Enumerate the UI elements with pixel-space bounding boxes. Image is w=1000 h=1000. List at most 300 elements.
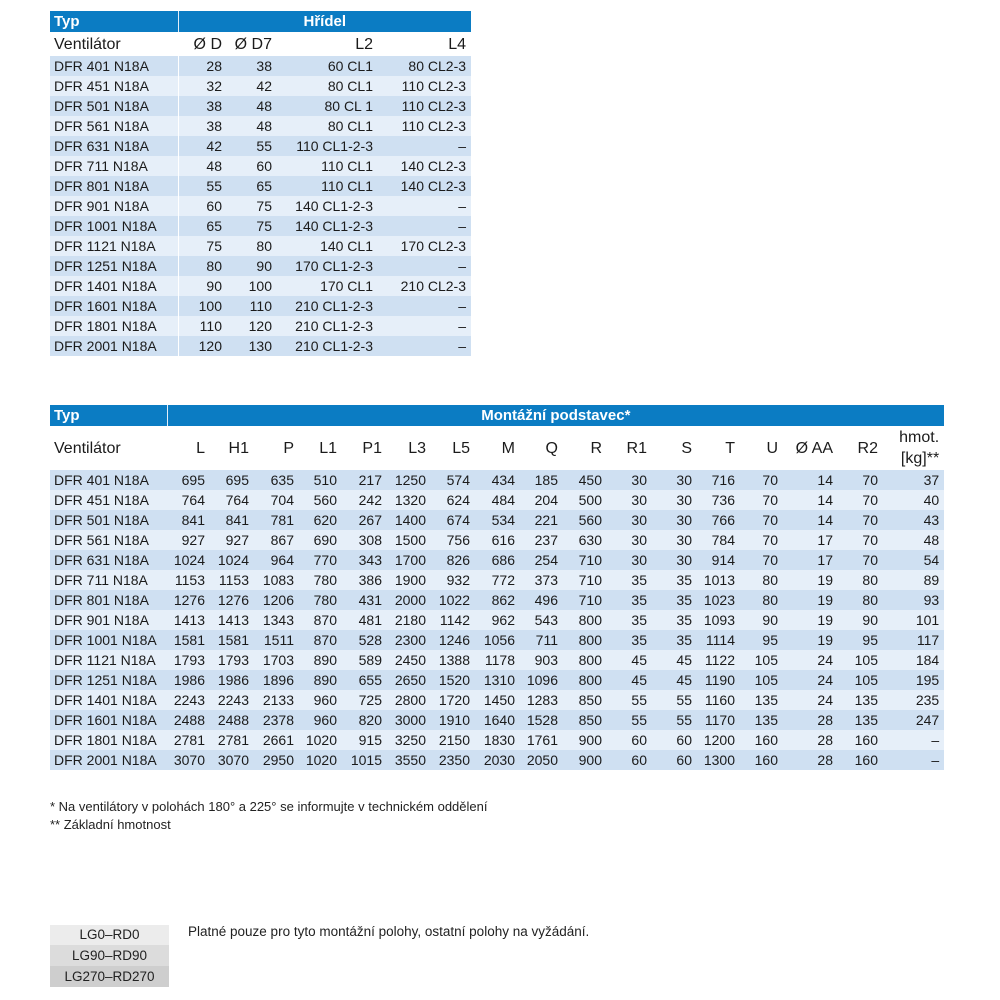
value-cell-l1: 1020: [297, 750, 340, 770]
value-cell-d7: 38: [225, 56, 275, 76]
value-cell-s: 30: [650, 510, 695, 530]
value-cell-s: 55: [650, 690, 695, 710]
column-header-l5: L5: [429, 426, 473, 470]
value-cell-l5: 1910: [429, 710, 473, 730]
value-cell-r: 560: [561, 510, 605, 530]
value-cell-l: 2243: [167, 690, 208, 710]
value-cell-weight: 247: [881, 710, 944, 730]
value-cell-t: 766: [695, 510, 738, 530]
value-cell-aa: 19: [781, 590, 836, 610]
value-cell-l5: 1246: [429, 630, 473, 650]
fan-type-cell: DFR 1001 N18A: [50, 630, 167, 650]
mounting-positions-note: Platné pouze pro tyto montážní polohy, ostatní polohy na vyžádání.: [188, 924, 590, 939]
value-cell-l5: 2150: [429, 730, 473, 750]
value-cell-d7: 100: [225, 276, 275, 296]
fan-type-cell: DFR 901 N18A: [50, 610, 167, 630]
value-cell-p: 964: [252, 550, 297, 570]
value-cell-l1: 960: [297, 690, 340, 710]
fan-type-cell: DFR 401 N18A: [50, 470, 167, 490]
column-header-r1: R1: [605, 426, 650, 470]
value-cell-weight: 89: [881, 570, 944, 590]
column-header-weight: [881, 426, 944, 470]
value-cell-d: 60: [178, 196, 225, 216]
value-cell-p: 2378: [252, 710, 297, 730]
value-cell-r: 500: [561, 490, 605, 510]
value-cell-u: 95: [738, 630, 781, 650]
value-cell-d7: 110: [225, 296, 275, 316]
table-row: [50, 590, 944, 610]
value-cell-u: 135: [738, 710, 781, 730]
value-cell-l4: 210 CL2-3: [376, 276, 471, 296]
value-cell-t: 1122: [695, 650, 738, 670]
table-row: [50, 570, 944, 590]
value-cell-h1: 3070: [208, 750, 252, 770]
value-cell-l: 841: [167, 510, 208, 530]
value-cell-u: 80: [738, 570, 781, 590]
table-row: [50, 610, 944, 630]
value-cell-l2: 140 CL1-2-3: [275, 216, 376, 236]
value-cell-l3: 1250: [385, 470, 429, 490]
value-cell-l4: 110 CL2-3: [376, 96, 471, 116]
value-cell-t: 914: [695, 550, 738, 570]
value-cell-s: 30: [650, 490, 695, 510]
value-cell-weight: –: [881, 750, 944, 770]
value-cell-d: 32: [178, 76, 225, 96]
value-cell-p: 1896: [252, 670, 297, 690]
value-cell-weight: 40: [881, 490, 944, 510]
value-cell-t: 716: [695, 470, 738, 490]
value-cell-d7: 48: [225, 96, 275, 116]
value-cell-h1: 1793: [208, 650, 252, 670]
fan-type-cell: DFR 1001 N18A: [50, 216, 178, 236]
value-cell-l: 1793: [167, 650, 208, 670]
fan-type-cell: DFR 2001 N18A: [50, 336, 178, 356]
value-cell-p1: 481: [340, 610, 385, 630]
value-cell-l2: 80 CL 1: [275, 96, 376, 116]
fan-type-cell: DFR 451 N18A: [50, 490, 167, 510]
value-cell-h1: 1413: [208, 610, 252, 630]
value-cell-r1: 30: [605, 530, 650, 550]
column-header-p1: P1: [340, 426, 385, 470]
value-cell-h1: 764: [208, 490, 252, 510]
value-cell-l4: –: [376, 336, 471, 356]
value-cell-l3: 2450: [385, 650, 429, 670]
value-cell-weight: –: [881, 730, 944, 750]
value-cell-m: 434: [473, 470, 518, 490]
value-cell-p1: 528: [340, 630, 385, 650]
mounting-base-group-header: Montážní podstavec*: [167, 405, 944, 426]
value-cell-p1: 267: [340, 510, 385, 530]
value-cell-d7: 75: [225, 196, 275, 216]
value-cell-d: 120: [178, 336, 225, 356]
value-cell-m: 1056: [473, 630, 518, 650]
value-cell-d: 100: [178, 296, 225, 316]
value-cell-q: 1283: [518, 690, 561, 710]
value-cell-l3: 2000: [385, 590, 429, 610]
value-cell-l4: –: [376, 256, 471, 276]
value-cell-l: 3070: [167, 750, 208, 770]
value-cell-r1: 30: [605, 510, 650, 530]
value-cell-p1: 820: [340, 710, 385, 730]
value-cell-q: 1761: [518, 730, 561, 750]
value-cell-p: 1206: [252, 590, 297, 610]
value-cell-r1: 35: [605, 630, 650, 650]
value-cell-l3: 1320: [385, 490, 429, 510]
value-cell-l: 1413: [167, 610, 208, 630]
fan-type-cell: DFR 1121 N18A: [50, 650, 167, 670]
value-cell-l: 927: [167, 530, 208, 550]
value-cell-h1: 841: [208, 510, 252, 530]
table-row: [50, 550, 944, 570]
value-cell-r: 710: [561, 550, 605, 570]
value-cell-u: 160: [738, 750, 781, 770]
value-cell-r1: 45: [605, 670, 650, 690]
value-cell-d: 38: [178, 116, 225, 136]
value-cell-l4: –: [376, 216, 471, 236]
fan-type-cell: DFR 561 N18A: [50, 116, 178, 136]
table-body: [50, 470, 944, 770]
value-cell-m: 772: [473, 570, 518, 590]
value-cell-q: 221: [518, 510, 561, 530]
value-cell-m: 1830: [473, 730, 518, 750]
value-cell-weight: 54: [881, 550, 944, 570]
value-cell-p1: 589: [340, 650, 385, 670]
value-cell-weight: 48: [881, 530, 944, 550]
value-cell-l1: 890: [297, 670, 340, 690]
table-row: [50, 470, 944, 490]
value-cell-q: 496: [518, 590, 561, 610]
shaft-group-header: Hřídel: [178, 11, 471, 32]
value-cell-s: 30: [650, 550, 695, 570]
value-cell-m: 2030: [473, 750, 518, 770]
value-cell-aa: 19: [781, 570, 836, 590]
value-cell-p: 2950: [252, 750, 297, 770]
value-cell-l4: 140 CL2-3: [376, 176, 471, 196]
weight-header-line: [kg]**: [900, 450, 940, 467]
table-row: [50, 750, 944, 770]
value-cell-u: 105: [738, 650, 781, 670]
value-cell-r: 800: [561, 610, 605, 630]
value-cell-p: 781: [252, 510, 297, 530]
value-cell-t: 1170: [695, 710, 738, 730]
value-cell-q: 1096: [518, 670, 561, 690]
value-cell-d: 42: [178, 136, 225, 156]
value-cell-d: 48: [178, 156, 225, 176]
value-cell-l1: 870: [297, 610, 340, 630]
value-cell-l2: 80 CL1: [275, 116, 376, 136]
value-cell-weight: 195: [881, 670, 944, 690]
value-cell-m: 1178: [473, 650, 518, 670]
value-cell-p1: 915: [340, 730, 385, 750]
value-cell-aa: 19: [781, 630, 836, 650]
value-cell-weight: 101: [881, 610, 944, 630]
value-cell-r2: 70: [836, 550, 881, 570]
table-row: [50, 530, 944, 550]
value-cell-aa: 28: [781, 710, 836, 730]
value-cell-d7: 42: [225, 76, 275, 96]
value-cell-r2: 70: [836, 490, 881, 510]
value-cell-l2: 210 CL1-2-3: [275, 336, 376, 356]
table-row: [50, 710, 944, 730]
value-cell-l2: 140 CL1: [275, 236, 376, 256]
mounting-positions-list: [50, 925, 169, 987]
value-cell-l: 2781: [167, 730, 208, 750]
value-cell-q: 204: [518, 490, 561, 510]
column-header-aa: Ø AA: [781, 426, 836, 470]
value-cell-r2: 80: [836, 570, 881, 590]
value-cell-u: 160: [738, 730, 781, 750]
value-cell-r1: 60: [605, 730, 650, 750]
value-cell-l1: 780: [297, 590, 340, 610]
value-cell-r2: 70: [836, 530, 881, 550]
value-cell-r1: 35: [605, 590, 650, 610]
value-cell-u: 70: [738, 530, 781, 550]
column-header-t: T: [695, 426, 738, 470]
value-cell-s: 35: [650, 590, 695, 610]
value-cell-l1: 890: [297, 650, 340, 670]
value-cell-t: 1093: [695, 610, 738, 630]
table-row: [50, 216, 471, 236]
value-cell-l3: 3550: [385, 750, 429, 770]
value-cell-d: 80: [178, 256, 225, 276]
value-cell-l4: –: [376, 316, 471, 336]
value-cell-p: 1511: [252, 630, 297, 650]
value-cell-l1: 770: [297, 550, 340, 570]
value-cell-s: 45: [650, 650, 695, 670]
fan-type-cell: DFR 451 N18A: [50, 76, 178, 96]
weight-header-line: hmot.: [899, 429, 940, 446]
value-cell-l1: 780: [297, 570, 340, 590]
value-cell-t: 1190: [695, 670, 738, 690]
value-cell-s: 60: [650, 750, 695, 770]
value-cell-p1: 217: [340, 470, 385, 490]
value-cell-p1: 431: [340, 590, 385, 610]
value-cell-l5: 1022: [429, 590, 473, 610]
value-cell-q: 373: [518, 570, 561, 590]
value-cell-r1: 35: [605, 610, 650, 630]
value-cell-l2: 210 CL1-2-3: [275, 296, 376, 316]
table-row: [50, 670, 944, 690]
value-cell-d: 110: [178, 316, 225, 336]
value-cell-l: 1024: [167, 550, 208, 570]
mounting-position-item: LG90–RD90: [50, 945, 169, 966]
column-header-row: [50, 426, 944, 470]
mounting-position-item: LG0–RD0: [50, 925, 169, 945]
fan-type-cell: DFR 901 N18A: [50, 196, 178, 216]
value-cell-l: 1581: [167, 630, 208, 650]
value-cell-h1: 1581: [208, 630, 252, 650]
table-row: [50, 316, 471, 336]
value-cell-u: 135: [738, 690, 781, 710]
table-row: [50, 490, 944, 510]
value-cell-l5: 932: [429, 570, 473, 590]
value-cell-s: 35: [650, 610, 695, 630]
value-cell-l3: 2800: [385, 690, 429, 710]
value-cell-q: 1528: [518, 710, 561, 730]
value-cell-u: 105: [738, 670, 781, 690]
value-cell-weight: 235: [881, 690, 944, 710]
value-cell-l4: 110 CL2-3: [376, 76, 471, 96]
value-cell-l1: 510: [297, 470, 340, 490]
value-cell-l3: 2180: [385, 610, 429, 630]
column-header-l1: L1: [297, 426, 340, 470]
table-row: [50, 156, 471, 176]
value-cell-r: 850: [561, 710, 605, 730]
value-cell-t: 736: [695, 490, 738, 510]
value-cell-l5: 756: [429, 530, 473, 550]
value-cell-l2: 80 CL1: [275, 76, 376, 96]
table-row: [50, 176, 471, 196]
value-cell-d: 38: [178, 96, 225, 116]
table-body: [50, 56, 471, 356]
value-cell-t: 1114: [695, 630, 738, 650]
value-cell-l3: 1500: [385, 530, 429, 550]
column-header-l2: L2: [275, 32, 376, 56]
value-cell-q: 254: [518, 550, 561, 570]
footnote-positions: * Na ventilátory v polohách 180° a 225° se informujte v technickém oddělení: [50, 799, 488, 814]
value-cell-p1: 1015: [340, 750, 385, 770]
table-row: [50, 730, 944, 750]
value-cell-aa: 14: [781, 490, 836, 510]
value-cell-r: 850: [561, 690, 605, 710]
column-header-u: U: [738, 426, 781, 470]
fan-type-cell: DFR 711 N18A: [50, 570, 167, 590]
value-cell-r: 800: [561, 630, 605, 650]
value-cell-weight: 184: [881, 650, 944, 670]
value-cell-r1: 35: [605, 570, 650, 590]
value-cell-l3: 3000: [385, 710, 429, 730]
value-cell-r2: 105: [836, 670, 881, 690]
value-cell-l4: –: [376, 196, 471, 216]
value-cell-l3: 1900: [385, 570, 429, 590]
table-row: [50, 236, 471, 256]
value-cell-t: 784: [695, 530, 738, 550]
value-cell-t: 1023: [695, 590, 738, 610]
value-cell-p1: 655: [340, 670, 385, 690]
value-cell-r2: 160: [836, 750, 881, 770]
value-cell-d: 90: [178, 276, 225, 296]
value-cell-h1: 2781: [208, 730, 252, 750]
value-cell-r: 710: [561, 590, 605, 610]
value-cell-l: 1276: [167, 590, 208, 610]
value-cell-d7: 75: [225, 216, 275, 236]
value-cell-h1: 2243: [208, 690, 252, 710]
fan-type-cell: DFR 501 N18A: [50, 96, 178, 116]
value-cell-t: 1013: [695, 570, 738, 590]
table-row: [50, 630, 944, 650]
value-cell-r2: 70: [836, 470, 881, 490]
value-cell-l1: 560: [297, 490, 340, 510]
value-cell-l4: 80 CL2-3: [376, 56, 471, 76]
fan-type-cell: DFR 711 N18A: [50, 156, 178, 176]
value-cell-s: 55: [650, 710, 695, 730]
table-band-header: [50, 405, 944, 426]
value-cell-u: 70: [738, 470, 781, 490]
column-header-fan-type: Ventilátor: [50, 426, 167, 470]
value-cell-l2: 210 CL1-2-3: [275, 316, 376, 336]
value-cell-p: 2661: [252, 730, 297, 750]
value-cell-weight: 117: [881, 630, 944, 650]
value-cell-l5: 1520: [429, 670, 473, 690]
value-cell-l4: –: [376, 136, 471, 156]
column-header-l4: L4: [376, 32, 471, 56]
value-cell-m: 1640: [473, 710, 518, 730]
value-cell-r2: 105: [836, 650, 881, 670]
value-cell-m: 862: [473, 590, 518, 610]
table-row: [50, 276, 471, 296]
value-cell-r1: 30: [605, 550, 650, 570]
value-cell-l: 1153: [167, 570, 208, 590]
value-cell-p1: 242: [340, 490, 385, 510]
fan-type-cell: DFR 401 N18A: [50, 56, 178, 76]
type-header: Typ: [50, 11, 178, 32]
fan-type-cell: DFR 1601 N18A: [50, 710, 167, 730]
value-cell-h1: 927: [208, 530, 252, 550]
fan-type-cell: DFR 801 N18A: [50, 176, 178, 196]
value-cell-p: 704: [252, 490, 297, 510]
value-cell-u: 80: [738, 590, 781, 610]
value-cell-r1: 30: [605, 470, 650, 490]
value-cell-aa: 17: [781, 550, 836, 570]
fan-type-cell: DFR 501 N18A: [50, 510, 167, 530]
value-cell-m: 962: [473, 610, 518, 630]
value-cell-t: 1160: [695, 690, 738, 710]
value-cell-l4: 140 CL2-3: [376, 156, 471, 176]
value-cell-d7: 80: [225, 236, 275, 256]
value-cell-p1: 386: [340, 570, 385, 590]
fan-type-cell: DFR 1401 N18A: [50, 276, 178, 296]
footnote-weight: ** Základní hmotnost: [50, 817, 171, 832]
value-cell-l: 695: [167, 470, 208, 490]
value-cell-r1: 60: [605, 750, 650, 770]
value-cell-u: 70: [738, 510, 781, 530]
column-header-l3: L3: [385, 426, 429, 470]
column-header-q: Q: [518, 426, 561, 470]
value-cell-r1: 55: [605, 690, 650, 710]
table-row: [50, 196, 471, 216]
value-cell-r: 900: [561, 730, 605, 750]
value-cell-h1: 1153: [208, 570, 252, 590]
value-cell-l1: 690: [297, 530, 340, 550]
value-cell-l5: 826: [429, 550, 473, 570]
value-cell-r2: 70: [836, 510, 881, 530]
value-cell-l1: 870: [297, 630, 340, 650]
value-cell-r1: 45: [605, 650, 650, 670]
value-cell-u: 90: [738, 610, 781, 630]
value-cell-l2: 170 CL1-2-3: [275, 256, 376, 276]
fan-type-cell: DFR 631 N18A: [50, 550, 167, 570]
value-cell-h1: 1986: [208, 670, 252, 690]
table-row: [50, 96, 471, 116]
value-cell-l1: 1020: [297, 730, 340, 750]
value-cell-aa: 14: [781, 470, 836, 490]
value-cell-p: 1083: [252, 570, 297, 590]
value-cell-d7: 120: [225, 316, 275, 336]
value-cell-s: 35: [650, 630, 695, 650]
value-cell-d: 75: [178, 236, 225, 256]
value-cell-t: 1300: [695, 750, 738, 770]
column-header-fan-type: Ventilátor: [50, 32, 178, 56]
value-cell-l4: –: [376, 296, 471, 316]
value-cell-p1: 725: [340, 690, 385, 710]
value-cell-r: 800: [561, 670, 605, 690]
value-cell-d7: 130: [225, 336, 275, 356]
column-header-r2: R2: [836, 426, 881, 470]
value-cell-aa: 19: [781, 610, 836, 630]
table-row: [50, 336, 471, 356]
value-cell-s: 35: [650, 570, 695, 590]
value-cell-l2: 170 CL1: [275, 276, 376, 296]
